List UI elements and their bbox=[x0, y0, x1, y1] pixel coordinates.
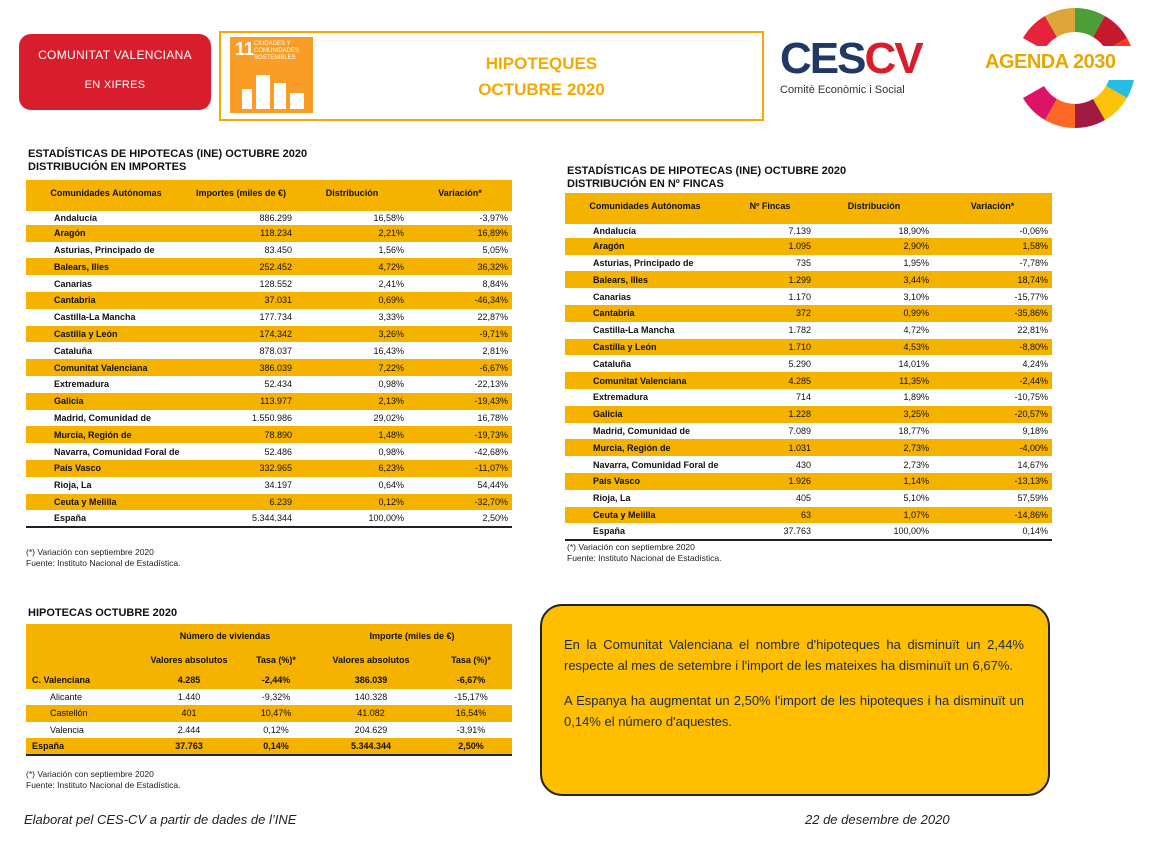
title-line2: OCTUBRE 2020 bbox=[478, 80, 605, 99]
importes-cell-0: Rioja, La bbox=[26, 477, 186, 494]
hipotecas-sub-row bbox=[26, 648, 512, 672]
fincas-cell-0: Extremadura bbox=[565, 389, 725, 406]
importes-cell-2: 3,26% bbox=[296, 326, 408, 343]
fincas-cell-1: 37.763 bbox=[725, 523, 815, 540]
fincas-cell-2: 1,14% bbox=[815, 473, 933, 490]
table-row bbox=[26, 292, 512, 309]
hipotecas-cell-3: 386.039 bbox=[312, 672, 430, 689]
table-row bbox=[26, 359, 512, 376]
agenda-label: AGENDA 2030 bbox=[985, 51, 1116, 73]
importes-cell-2: 1,48% bbox=[296, 426, 408, 443]
table-row bbox=[26, 258, 512, 275]
importes-cell-3: 16,89% bbox=[408, 225, 512, 242]
summary-paragraph-1: En la Comunitat Valenciana el nombre d'hipoteques ha disminuït un 2,44% respecte al mes de setembre i l'import de les mateixes ha disminuït un 6,67%. bbox=[564, 637, 1024, 673]
hipotecas-title: HIPOTECAS OCTUBRE 2020 bbox=[28, 607, 178, 619]
importes-cell-2: 3,33% bbox=[296, 309, 408, 326]
importes-title-line2: DISTRIBUCIÓN EN IMPORTES bbox=[28, 161, 187, 173]
fincas-cell-3: -10,75% bbox=[933, 389, 1052, 406]
hipotecas-cell-2: 10,47% bbox=[240, 705, 312, 722]
table-row bbox=[26, 705, 512, 722]
table-row bbox=[565, 439, 1052, 456]
fincas-cell-0: Castilla-La Mancha bbox=[565, 322, 725, 339]
importes-cell-1: 886.299 bbox=[186, 208, 296, 225]
fincas-notes bbox=[567, 542, 722, 564]
fincas-cell-1: 1.710 bbox=[725, 339, 815, 356]
importes-cell-3: 36,32% bbox=[408, 258, 512, 275]
table-row bbox=[565, 355, 1052, 372]
hipotecas-cell-1: 37.763 bbox=[138, 738, 240, 755]
fincas-cell-2: 1,07% bbox=[815, 507, 933, 524]
fincas-title-line1: ESTADÍSTICAS DE HIPOTECAS (INE) OCTUBRE 2020 bbox=[567, 165, 847, 177]
importes-cell-3: -3,97% bbox=[408, 208, 512, 225]
table-row bbox=[26, 460, 512, 477]
hipotecas-subheader-3: Tasa (%)* bbox=[430, 648, 512, 672]
fincas-title bbox=[567, 165, 846, 191]
fincas-title-line2: DISTRIBUCIÓN EN Nº FINCAS bbox=[567, 178, 724, 190]
fincas-cell-1: 405 bbox=[725, 490, 815, 507]
hipotecas-cell-0: España bbox=[26, 738, 138, 755]
importes-cell-0: Extremadura bbox=[26, 376, 186, 393]
importes-cell-0: Canarias bbox=[26, 275, 186, 292]
importes-header-3: Variación* bbox=[408, 180, 512, 208]
cescv-logo-b: CV bbox=[864, 34, 922, 83]
table-row bbox=[26, 738, 512, 755]
agenda-2030-logo bbox=[975, 6, 1149, 130]
fincas-cell-1: 1.170 bbox=[725, 288, 815, 305]
hipotecas-cell-4: -15,17% bbox=[430, 689, 512, 706]
importes-cell-1: 332.965 bbox=[186, 460, 296, 477]
fincas-header-1: Nº Fincas bbox=[725, 193, 815, 221]
fincas-cell-2: 0,99% bbox=[815, 305, 933, 322]
fincas-cell-2: 3,10% bbox=[815, 288, 933, 305]
table-row bbox=[26, 309, 512, 326]
hipotecas-note-variacion: (*) Variación con septiembre 2020 bbox=[26, 769, 154, 779]
table-row bbox=[565, 221, 1052, 238]
fincas-cell-3: -14,86% bbox=[933, 507, 1052, 524]
importes-cell-0: Asturias, Principado de bbox=[26, 242, 186, 259]
table-row bbox=[26, 242, 512, 259]
fincas-header-row bbox=[565, 193, 1052, 221]
importes-cell-3: -32,70% bbox=[408, 494, 512, 511]
ods-text: CIUDADES Y COMUNIDADES SOSTENIBLES bbox=[254, 41, 300, 61]
hipotecas-cell-2: -9,32% bbox=[240, 689, 312, 706]
importes-cell-3: 22,87% bbox=[408, 309, 512, 326]
importes-cell-2: 100,00% bbox=[296, 510, 408, 527]
hipotecas-cell-1: 2.444 bbox=[138, 722, 240, 739]
hipotecas-cell-0: Castellón bbox=[26, 705, 138, 722]
hipotecas-cell-3: 204.629 bbox=[312, 722, 430, 739]
fincas-cell-3: -4,00% bbox=[933, 439, 1052, 456]
fincas-cell-1: 5.290 bbox=[725, 355, 815, 372]
hipotecas-subheader-1: Tasa (%)* bbox=[240, 648, 312, 672]
fincas-cell-2: 2,73% bbox=[815, 439, 933, 456]
table-row bbox=[26, 275, 512, 292]
importes-cell-0: Balears, Illes bbox=[26, 258, 186, 275]
importes-cell-3: -22,13% bbox=[408, 376, 512, 393]
table-row bbox=[26, 722, 512, 739]
importes-cell-2: 4,72% bbox=[296, 258, 408, 275]
fincas-cell-1: 1.228 bbox=[725, 406, 815, 423]
importes-cell-1: 113.977 bbox=[186, 393, 296, 410]
fincas-cell-0: España bbox=[565, 523, 725, 540]
fincas-cell-2: 100,00% bbox=[815, 523, 933, 540]
importes-cell-3: 2,81% bbox=[408, 342, 512, 359]
table-row bbox=[26, 410, 512, 427]
fincas-cell-2: 18,90% bbox=[815, 221, 933, 238]
fincas-cell-3: 22,81% bbox=[933, 322, 1052, 339]
hipotecas-subheader-2: Valores absolutos bbox=[312, 648, 430, 672]
cescv-logo-a: CES bbox=[780, 34, 865, 83]
fincas-cell-2: 18,77% bbox=[815, 423, 933, 440]
importes-cell-0: Castilla y León bbox=[26, 326, 186, 343]
table-row bbox=[565, 305, 1052, 322]
hipotecas-cell-0: Alicante bbox=[26, 689, 138, 706]
hipotecas-subheader-0: Valores absolutos bbox=[138, 648, 240, 672]
fincas-note-variacion: (*) Variación con septiembre 2020 bbox=[567, 542, 695, 552]
comunitat-badge bbox=[19, 34, 211, 110]
fincas-cell-2: 3,44% bbox=[815, 271, 933, 288]
table-row bbox=[26, 477, 512, 494]
importes-cell-0: Madrid, Comunidad de bbox=[26, 410, 186, 427]
fincas-cell-2: 11,35% bbox=[815, 372, 933, 389]
fincas-cell-1: 1.299 bbox=[725, 271, 815, 288]
importes-cell-0: Murcia, Región de bbox=[26, 426, 186, 443]
footer-source: Elaborat pel CES-CV a partir de dades de l’INE bbox=[24, 812, 297, 827]
importes-cell-3: -46,34% bbox=[408, 292, 512, 309]
importes-cell-2: 0,69% bbox=[296, 292, 408, 309]
fincas-cell-3: -7,78% bbox=[933, 255, 1052, 272]
importes-cell-0: País Vasco bbox=[26, 460, 186, 477]
importes-cell-2: 16,43% bbox=[296, 342, 408, 359]
table-row bbox=[26, 689, 512, 706]
importes-cell-2: 29,02% bbox=[296, 410, 408, 427]
importes-cell-2: 0,64% bbox=[296, 477, 408, 494]
importes-cell-2: 0,12% bbox=[296, 494, 408, 511]
fincas-header-0: Comunidades Autónomas bbox=[565, 193, 725, 221]
importes-cell-1: 878.037 bbox=[186, 342, 296, 359]
fincas-cell-0: Comunitat Valenciana bbox=[565, 372, 725, 389]
importes-cell-1: 78.890 bbox=[186, 426, 296, 443]
fincas-cell-3: -15,77% bbox=[933, 288, 1052, 305]
importes-cell-3: -42,68% bbox=[408, 443, 512, 460]
badge-line2: EN XIFRES bbox=[84, 79, 146, 91]
fincas-cell-2: 3,25% bbox=[815, 406, 933, 423]
fincas-cell-2: 1,95% bbox=[815, 255, 933, 272]
fincas-cell-1: 372 bbox=[725, 305, 815, 322]
importes-cell-3: 2,50% bbox=[408, 510, 512, 527]
importes-cell-3: -19,73% bbox=[408, 426, 512, 443]
importes-cell-3: 5,05% bbox=[408, 242, 512, 259]
fincas-cell-1: 7.089 bbox=[725, 423, 815, 440]
table-row bbox=[26, 443, 512, 460]
hipotecas-cell-1: 1.440 bbox=[138, 689, 240, 706]
fincas-cell-0: Murcia, Región de bbox=[565, 439, 725, 456]
fincas-table bbox=[565, 193, 1052, 541]
importes-cell-3: 54,44% bbox=[408, 477, 512, 494]
fincas-cell-3: -20,57% bbox=[933, 406, 1052, 423]
importes-cell-1: 177.734 bbox=[186, 309, 296, 326]
importes-header-2: Distribución bbox=[296, 180, 408, 208]
hipotecas-cell-3: 140.328 bbox=[312, 689, 430, 706]
importes-cell-0: España bbox=[26, 510, 186, 527]
hipotecas-cell-1: 401 bbox=[138, 705, 240, 722]
footer-date: 22 de desembre de 2020 bbox=[805, 812, 950, 827]
table-row bbox=[565, 372, 1052, 389]
hipotecas-table bbox=[26, 624, 512, 756]
importes-notes bbox=[26, 547, 181, 569]
hipotecas-cell-4: 2,50% bbox=[430, 738, 512, 755]
importes-cell-1: 386.039 bbox=[186, 359, 296, 376]
hipotecas-corner-sub bbox=[26, 648, 138, 672]
importes-cell-1: 128.552 bbox=[186, 275, 296, 292]
table-row bbox=[26, 208, 512, 225]
fincas-cell-0: Balears, Illes bbox=[565, 271, 725, 288]
importes-cell-3: -9,71% bbox=[408, 326, 512, 343]
importes-note-variacion: (*) Variación con septiembre 2020 bbox=[26, 547, 154, 557]
importes-cell-3: -6,67% bbox=[408, 359, 512, 376]
table-row bbox=[565, 456, 1052, 473]
importes-cell-2: 7,22% bbox=[296, 359, 408, 376]
fincas-cell-3: -0,06% bbox=[933, 221, 1052, 238]
table-row bbox=[26, 393, 512, 410]
fincas-cell-0: Cantabria bbox=[565, 305, 725, 322]
fincas-cell-3: -13,13% bbox=[933, 473, 1052, 490]
importes-cell-1: 52.486 bbox=[186, 443, 296, 460]
fincas-cell-3: 1,58% bbox=[933, 238, 1052, 255]
importes-cell-2: 2,41% bbox=[296, 275, 408, 292]
fincas-cell-3: 57,59% bbox=[933, 490, 1052, 507]
hipotecas-cell-4: 16,54% bbox=[430, 705, 512, 722]
fincas-cell-3: -35,86% bbox=[933, 305, 1052, 322]
hipotecas-group-viviendas: Número de viviendas bbox=[138, 624, 312, 648]
importes-cell-2: 2,13% bbox=[296, 393, 408, 410]
table-row bbox=[26, 494, 512, 511]
fincas-cell-2: 1,89% bbox=[815, 389, 933, 406]
fincas-cell-0: Galicia bbox=[565, 406, 725, 423]
fincas-cell-0: Castilla y León bbox=[565, 339, 725, 356]
hipotecas-cell-2: -2,44% bbox=[240, 672, 312, 689]
cescv-subtitle: Comitè Econòmic i Social bbox=[780, 84, 905, 96]
importes-header-0: Comunidades Autónomas bbox=[26, 180, 186, 208]
page-title bbox=[321, 51, 762, 103]
title-box bbox=[219, 31, 764, 121]
importes-cell-1: 5.344.344 bbox=[186, 510, 296, 527]
hipotecas-cell-2: 0,12% bbox=[240, 722, 312, 739]
importes-cell-3: -11,07% bbox=[408, 460, 512, 477]
importes-cell-3: -19,43% bbox=[408, 393, 512, 410]
fincas-cell-1: 735 bbox=[725, 255, 815, 272]
table-row bbox=[565, 523, 1052, 540]
fincas-cell-1: 63 bbox=[725, 507, 815, 524]
importes-cell-2: 0,98% bbox=[296, 443, 408, 460]
importes-cell-0: Galicia bbox=[26, 393, 186, 410]
importes-cell-3: 8,84% bbox=[408, 275, 512, 292]
fincas-cell-1: 430 bbox=[725, 456, 815, 473]
importes-cell-2: 6,23% bbox=[296, 460, 408, 477]
importes-cell-1: 52.434 bbox=[186, 376, 296, 393]
importes-cell-2: 16,58% bbox=[296, 208, 408, 225]
table-row bbox=[565, 271, 1052, 288]
fincas-cell-0: Canarias bbox=[565, 288, 725, 305]
fincas-header-3: Variación* bbox=[933, 193, 1052, 221]
title-line1: HIPOTEQUES bbox=[485, 54, 598, 73]
importes-cell-2: 2,21% bbox=[296, 225, 408, 242]
table-row bbox=[565, 255, 1052, 272]
hipotecas-cell-0: C. Valenciana bbox=[26, 672, 138, 689]
table-row bbox=[565, 490, 1052, 507]
fincas-cell-0: Aragón bbox=[565, 238, 725, 255]
fincas-cell-1: 4.285 bbox=[725, 372, 815, 389]
fincas-cell-0: Rioja, La bbox=[565, 490, 725, 507]
importes-table bbox=[26, 180, 512, 528]
table-row bbox=[565, 322, 1052, 339]
hipotecas-cell-3: 5.344.344 bbox=[312, 738, 430, 755]
importes-cell-2: 1,56% bbox=[296, 242, 408, 259]
importes-note-fuente: Fuente: Instituto Nacional de Estadística. bbox=[26, 558, 181, 568]
importes-header-1: Importes (miles de €) bbox=[186, 180, 296, 208]
table-row bbox=[565, 389, 1052, 406]
importes-cell-1: 174.342 bbox=[186, 326, 296, 343]
importes-cell-1: 6.239 bbox=[186, 494, 296, 511]
fincas-cell-0: Asturias, Principado de bbox=[565, 255, 725, 272]
table-row bbox=[565, 288, 1052, 305]
hipotecas-group-importe: Importe (miles de €) bbox=[312, 624, 512, 648]
summary-box bbox=[540, 604, 1050, 796]
table-row bbox=[26, 376, 512, 393]
fincas-cell-3: 4,24% bbox=[933, 355, 1052, 372]
ods-number: 11 bbox=[235, 39, 255, 59]
fincas-cell-3: -8,80% bbox=[933, 339, 1052, 356]
badge-line1: COMUNITAT VALENCIANA bbox=[38, 48, 192, 62]
hipotecas-cell-2: 0,14% bbox=[240, 738, 312, 755]
importes-cell-1: 118.234 bbox=[186, 225, 296, 242]
fincas-header-2: Distribución bbox=[815, 193, 933, 221]
fincas-cell-2: 4,72% bbox=[815, 322, 933, 339]
fincas-cell-2: 2,73% bbox=[815, 456, 933, 473]
cescv-logo bbox=[780, 36, 920, 106]
importes-cell-0: Cantabria bbox=[26, 292, 186, 309]
fincas-cell-0: País Vasco bbox=[565, 473, 725, 490]
importes-title bbox=[28, 148, 307, 174]
fincas-cell-3: 0,14% bbox=[933, 523, 1052, 540]
fincas-cell-0: Navarra, Comunidad Foral de bbox=[565, 456, 725, 473]
fincas-cell-2: 5,10% bbox=[815, 490, 933, 507]
importes-cell-0: Comunitat Valenciana bbox=[26, 359, 186, 376]
importes-cell-2: 0,98% bbox=[296, 376, 408, 393]
fincas-cell-1: 1.095 bbox=[725, 238, 815, 255]
ods-11-icon bbox=[230, 37, 313, 113]
summary-paragraph-2: A Espanya ha augmentat un 2,50% l'import de les hipoteques i ha disminuït un 0,14% el número d'aquestes. bbox=[564, 693, 1024, 729]
fincas-cell-1: 1.926 bbox=[725, 473, 815, 490]
fincas-cell-0: Ceuta y Melilla bbox=[565, 507, 725, 524]
fincas-note-fuente: Fuente: Instituto Nacional de Estadística. bbox=[567, 553, 722, 563]
importes-cell-0: Cataluña bbox=[26, 342, 186, 359]
fincas-cell-0: Madrid, Comunidad de bbox=[565, 423, 725, 440]
hipotecas-cell-0: Valencia bbox=[26, 722, 138, 739]
fincas-cell-3: -2,44% bbox=[933, 372, 1052, 389]
table-row bbox=[565, 339, 1052, 356]
hipotecas-group-row bbox=[26, 624, 512, 648]
importes-cell-1: 37.031 bbox=[186, 292, 296, 309]
importes-cell-1: 34.197 bbox=[186, 477, 296, 494]
hipotecas-note-fuente: Fuente: Instituto Nacional de Estadística. bbox=[26, 780, 181, 790]
fincas-cell-0: Cataluña bbox=[565, 355, 725, 372]
importes-cell-0: Castilla-La Mancha bbox=[26, 309, 186, 326]
fincas-cell-1: 1.782 bbox=[725, 322, 815, 339]
fincas-cell-1: 1.031 bbox=[725, 439, 815, 456]
table-row bbox=[565, 406, 1052, 423]
importes-cell-0: Navarra, Comunidad Foral de bbox=[26, 443, 186, 460]
fincas-cell-3: 18,74% bbox=[933, 271, 1052, 288]
table-row bbox=[26, 225, 512, 242]
hipotecas-cell-4: -3,91% bbox=[430, 722, 512, 739]
importes-header-row bbox=[26, 180, 512, 208]
fincas-cell-3: 9,18% bbox=[933, 423, 1052, 440]
hipotecas-notes bbox=[26, 769, 181, 791]
importes-cell-0: Ceuta y Melilla bbox=[26, 494, 186, 511]
importes-cell-0: Andalucía bbox=[26, 208, 186, 225]
hipotecas-cell-3: 41.082 bbox=[312, 705, 430, 722]
fincas-cell-1: 7.139 bbox=[725, 221, 815, 238]
importes-cell-1: 1.550.986 bbox=[186, 410, 296, 427]
table-row bbox=[26, 326, 512, 343]
fincas-cell-3: 14,67% bbox=[933, 456, 1052, 473]
fincas-cell-0: Andalucía bbox=[565, 221, 725, 238]
importes-title-line1: ESTADÍSTICAS DE HIPOTECAS (INE) OCTUBRE 2020 bbox=[28, 148, 308, 160]
table-row bbox=[26, 342, 512, 359]
fincas-cell-2: 4,53% bbox=[815, 339, 933, 356]
table-row bbox=[565, 238, 1052, 255]
table-row bbox=[565, 423, 1052, 440]
table-row bbox=[565, 473, 1052, 490]
importes-cell-3: 16,78% bbox=[408, 410, 512, 427]
hipotecas-cell-1: 4.285 bbox=[138, 672, 240, 689]
table-row bbox=[26, 510, 512, 527]
fincas-cell-2: 2,90% bbox=[815, 238, 933, 255]
importes-cell-1: 83.450 bbox=[186, 242, 296, 259]
fincas-cell-2: 14,01% bbox=[815, 355, 933, 372]
table-row bbox=[565, 507, 1052, 524]
importes-cell-1: 252.452 bbox=[186, 258, 296, 275]
table-row bbox=[26, 672, 512, 689]
hipotecas-corner bbox=[26, 624, 138, 648]
table-row bbox=[26, 426, 512, 443]
hipotecas-cell-4: -6,67% bbox=[430, 672, 512, 689]
importes-cell-0: Aragón bbox=[26, 225, 186, 242]
fincas-cell-1: 714 bbox=[725, 389, 815, 406]
